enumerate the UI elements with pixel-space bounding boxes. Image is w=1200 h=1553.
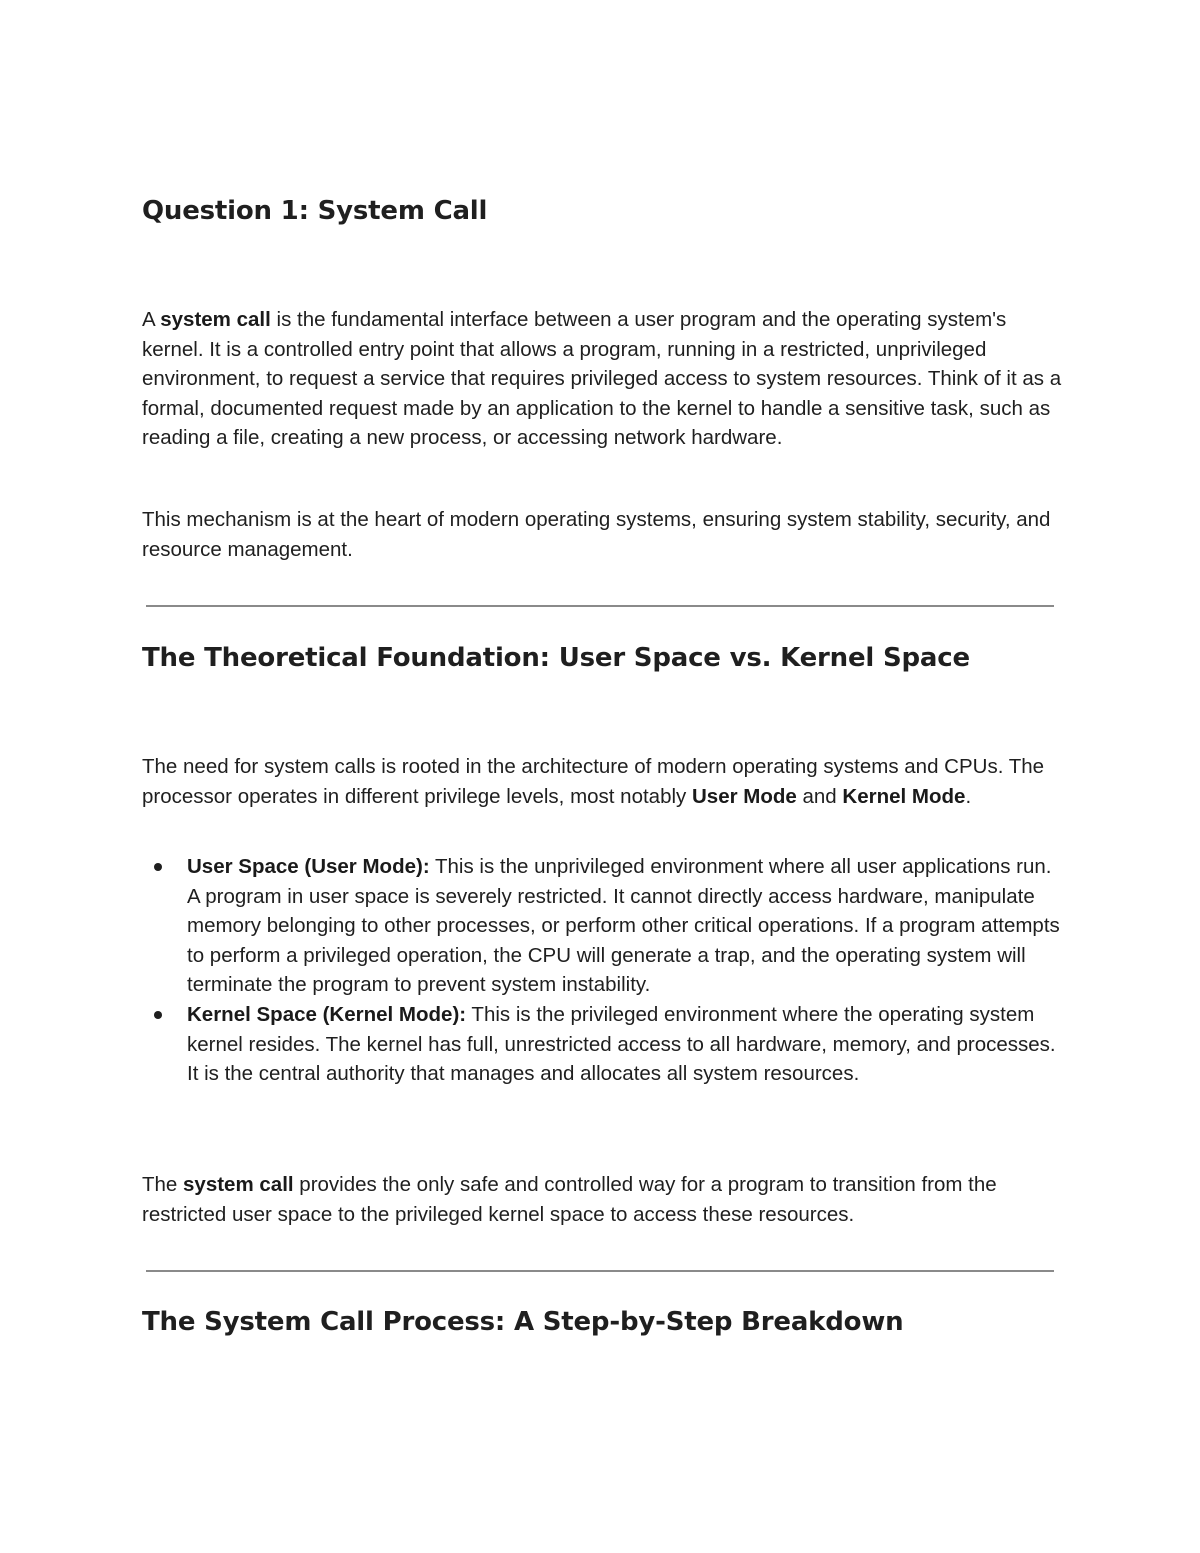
intro-paragraph-2: This mechanism is at the heart of modern operating systems, ensuring system stability, security, and resource management. xyxy=(142,508,1051,561)
bullet-term: Kernel Space (Kernel Mode): xyxy=(187,1002,467,1026)
intro-pre: A xyxy=(142,308,161,331)
closing-bold-term: system call xyxy=(183,1173,294,1196)
foundation-pre: The need for system calls is rooted in the architecture of modern operating systems and CPUs. The processor operates in different privilege levels, most notably xyxy=(142,755,1045,808)
bullet-term: User Space (User Mode): xyxy=(187,855,430,878)
section-heading-foundation: The Theoretical Foundation: User Space vs. Kernel Space xyxy=(142,643,970,673)
space-bullet-list xyxy=(142,852,1062,1089)
intro-paragraph xyxy=(142,305,1062,453)
closing-pre: The xyxy=(142,1173,184,1196)
list-item xyxy=(142,1000,1062,1089)
user-mode-term: User Mode xyxy=(692,784,797,808)
kernel-mode-term: Kernel Mode xyxy=(842,784,966,808)
foundation-paragraph xyxy=(142,752,1062,811)
section-divider xyxy=(146,1270,1054,1272)
bullet-icon xyxy=(154,863,162,871)
bullet-text: This is the unprivileged environment where all user applications run. A program in user space is severely restricted. It cannot directly access hardware, manipulate memory belonging to other processes, or perform other critical operations. If a program attempts to perform a privileged operation, the CPU will generate a trap, and the operating system will terminate the program to prevent system instability. xyxy=(187,855,1060,997)
foundation-mid: and xyxy=(796,784,843,808)
section-heading-process: The System Call Process: A Step-by-Step Breakdown xyxy=(142,1307,904,1337)
intro-post: is the fundamental interface between a user program and the operating system's kernel. It is a controlled entry point that allows a program, running in a restricted, unprivileged environment, to request a service that requires privileged access to system resources. Think of it as a formal, documented request made by an application to the kernel to handle a sensitive task, such as reading a file, creating a new process, or accessing network hardware. xyxy=(142,308,1062,450)
closing-post: provides the only safe and controlled way for a program to transition from the restricted user space to the privileged kernel space to access these resources. xyxy=(142,1173,997,1226)
list-item xyxy=(142,852,1062,1000)
closing-paragraph xyxy=(142,1170,1062,1229)
intro-bold-term: system call xyxy=(160,308,271,331)
bullet-text: This is the privileged environment where the operating system kernel resides. The kernel has full, unrestricted access to all hardware, memory, and processes. It is the central authority that manages and allocates all system resources. xyxy=(187,1002,1056,1086)
bullet-icon xyxy=(154,1011,162,1019)
foundation-post: . xyxy=(965,784,972,808)
section-divider xyxy=(146,605,1054,607)
page-title: Question 1: System Call xyxy=(142,196,488,226)
